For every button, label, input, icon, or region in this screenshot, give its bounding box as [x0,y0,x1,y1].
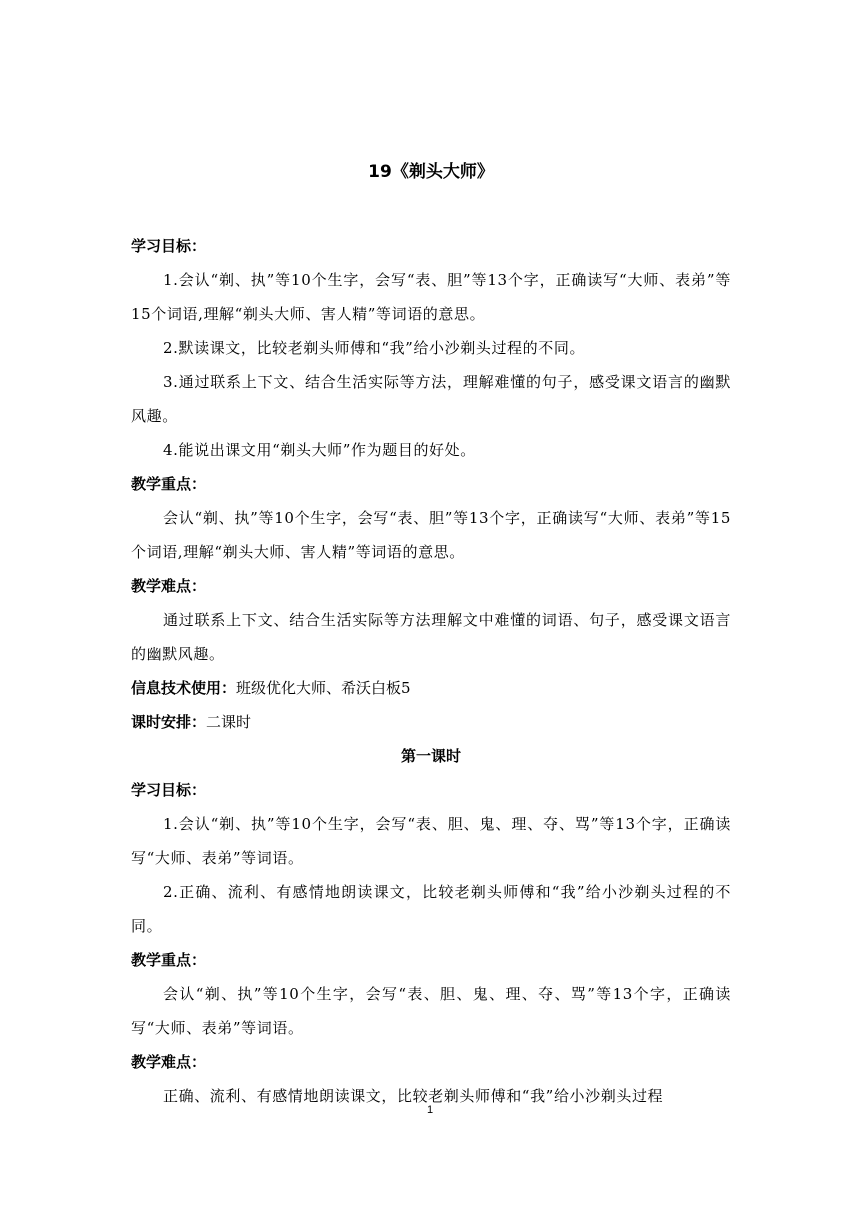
tech-line [131,671,731,705]
schedule-value: 二课时 [206,713,252,731]
lesson1-key-points-text: 会认“剃、执”等10个生字，会写“表、胆、鬼、理、夺、骂”等13个字，正确读写“大师、表弟”等词语。 [131,985,731,1037]
tech-value: 班级优化大师、希沃白板5 [236,679,411,697]
schedule-line [131,705,731,739]
lesson1-key-points-heading: 教学重点： [131,951,207,969]
lesson1-goal-item-2: 2.正确、流利、有感情地朗读课文，比较老剃头师傅和“我”给小沙剃头过程的不同。 [131,883,731,935]
schedule-label: 课时安排： [131,713,207,731]
key-points-heading: 教学重点： [131,475,207,493]
lesson1-goals-heading: 学习目标： [131,781,207,799]
goals-heading: 学习目标： [131,237,207,255]
goal-item-2: 2.默读课文，比较老剃头师傅和“我”给小沙剃头过程的不同。 [163,339,586,357]
goal-item-4: 4.能说出课文用“剃头大师”作为题目的好处。 [163,441,476,459]
document-body [131,157,731,1113]
tech-label: 信息技术使用： [131,679,237,697]
key-points-text: 会认“剃、执”等10个生字，会写“表、胆”等13个字，正确读写“大师、表弟”等15个词语,理解“剃头大师、害人精”等词语的意思。 [131,509,731,561]
lesson1-difficulty-text: 正确、流利、有感情地朗读课文，比较老剃头师傅和“我”给小沙剃头过程 [163,1087,664,1105]
difficulty-heading: 教学难点： [131,577,207,595]
goal-item-3: 3.通过联系上下文、结合生活实际等方法，理解难懂的句子，感受课文语言的幽默风趣。 [131,373,731,425]
lesson1-difficulty-heading: 教学难点： [131,1053,207,1071]
lesson1-goal-item-1: 1.会认“剃、执”等10个生字，会写“表、胆、鬼、理、夺、骂”等13个字，正确读写“大师、表弟”等词语。 [131,815,731,867]
page-number: 1 [426,1104,434,1116]
document-title: 19《剃头大师》 [368,162,494,182]
goal-item-1: 1.会认“剃、执”等10个生字，会写“表、胆”等13个字，正确读写“大师、表弟”等15个词语,理解“剃头大师、害人精”等词语的意思。 [131,271,731,323]
difficulty-text: 通过联系上下文、结合生活实际等方法理解文中难懂的词语、句子，感受课文语言的幽默风趣。 [131,611,731,663]
lesson1-heading: 第一课时 [400,747,461,765]
